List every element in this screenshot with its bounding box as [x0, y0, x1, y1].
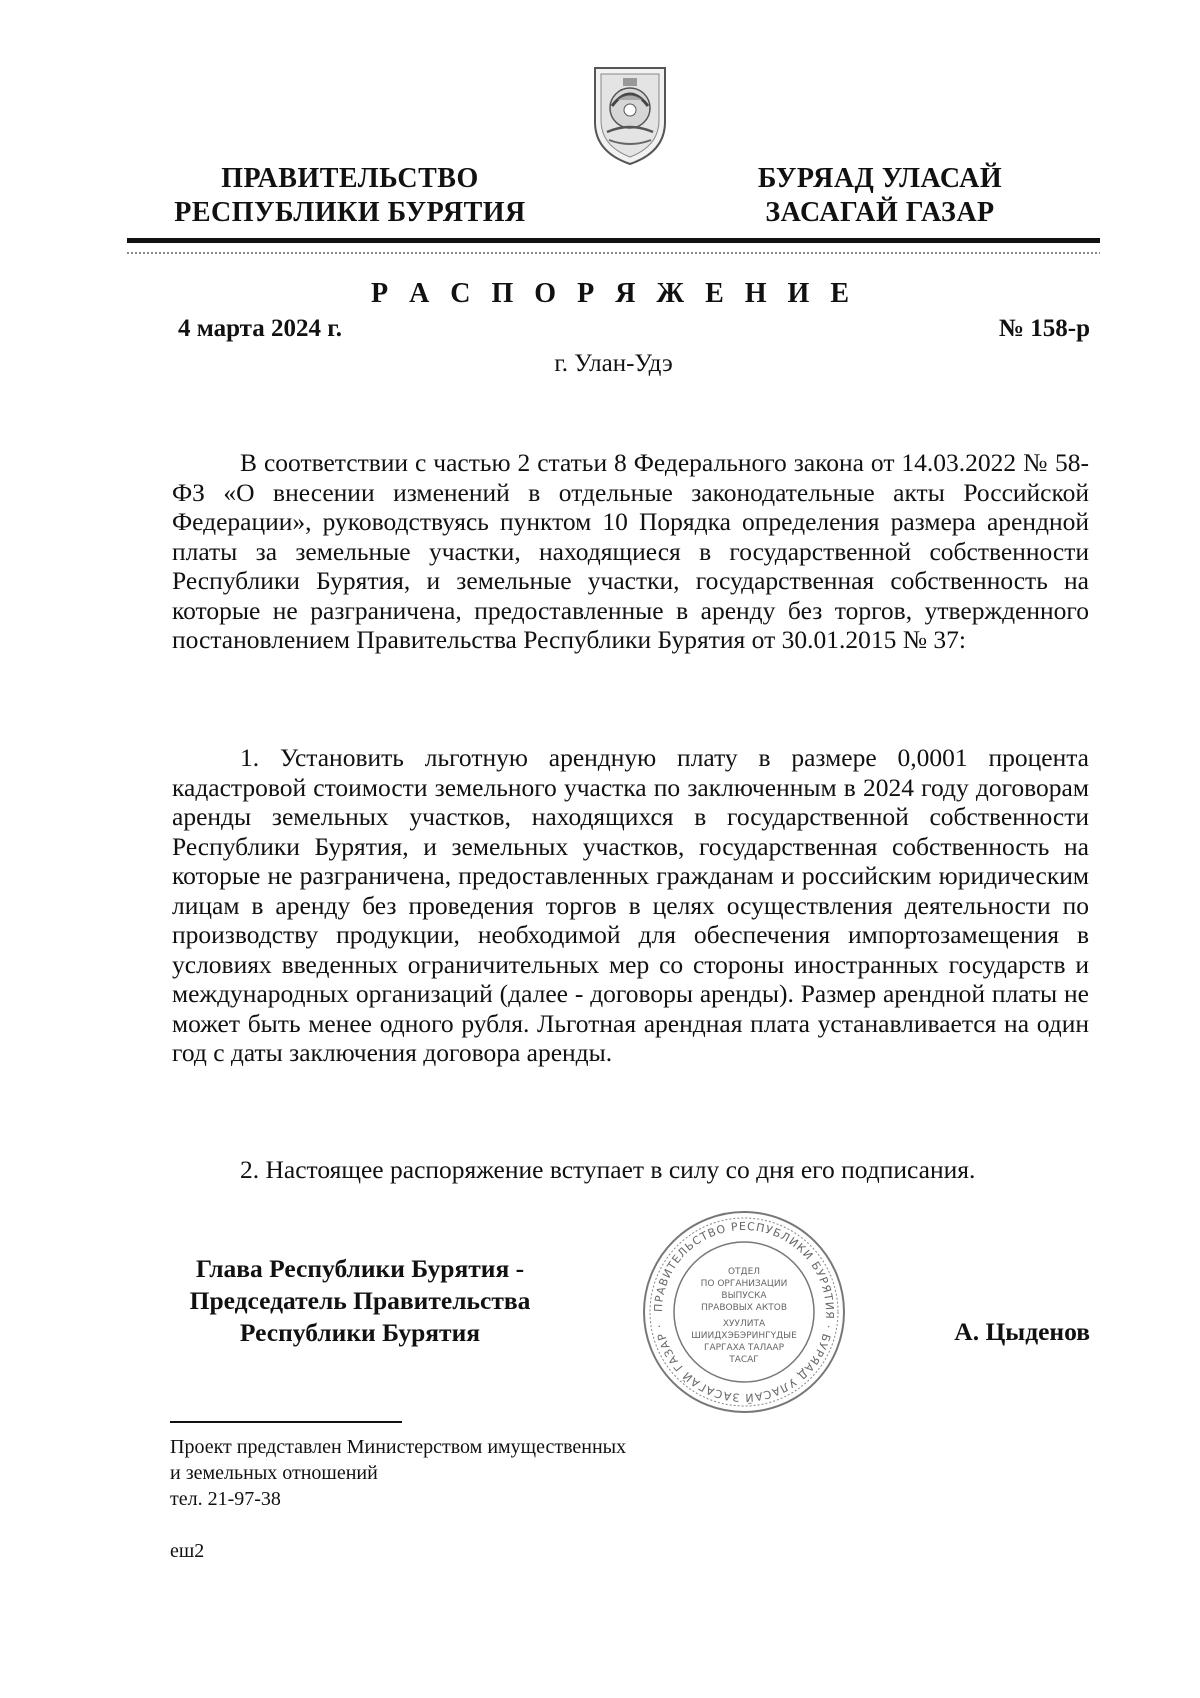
- stamp-center-line4: ПРАВОВЫХ АКТОВ: [700, 1303, 788, 1313]
- header-left-line2: РЕСПУБЛИКИ БУРЯТИЯ: [174, 197, 526, 228]
- document-date: 4 марта 2024 г.: [178, 315, 343, 342]
- header-right-line1: БУРЯАД УЛАСАЙ: [757, 163, 1003, 194]
- document-city: г. Улан-Удэ: [554, 350, 673, 377]
- stamp-center-line5: ХУУЛИТА: [722, 1319, 766, 1329]
- header-left-line1: ПРАВИТЕЛЬСТВО: [221, 163, 479, 194]
- item-2-paragraph: 2. Настоящее распоряжение вступает в силу со дня его подписания.: [240, 1155, 976, 1184]
- document-code: еш2: [170, 1540, 205, 1562]
- signatory-title: [150, 1253, 570, 1349]
- footnote-divider: [170, 1421, 402, 1423]
- header-right-line2: ЗАСАГАЙ ГАЗАР: [765, 197, 995, 228]
- stamp-center-line8: ТАСАГ: [729, 1355, 759, 1365]
- stamp-center-line6: ШИИДХЭБЭРИНГҮДЫЕ: [691, 1331, 797, 1341]
- coat-of-arms-emblem: [587, 60, 673, 168]
- header-left: [140, 162, 560, 230]
- stamp-center-line1: ОТДЕЛ: [727, 1267, 761, 1277]
- item-1-paragraph: 1. Установить льготную арендную плату в размере 0,0001 процента кадастровой стоимости земельного участка по заключенным в 2024 году договорам аренды земельных участков, находящихся в государственной собственности Республики Бурятия, и земельных участков, государственная собственность на которые не разграничена, предоставленных гражданам и российским юридическим лицам в аренду без проведения торгов в целях осуществления деятельности по производству продукции, необходимой для обеспечения импортозамещения в условиях введенных ограничительных мер со стороны иностранных государств и международных организаций (далее - договоры аренды). Размер арендной платы не может быть менее одного рубля. Льготная арендная плата устанавливается на один год с даты заключения договора аренды.: [172, 743, 1089, 1067]
- document-type-title: Р А С П О Р Я Ж Е Н И Е: [370, 278, 857, 309]
- signatory-title-line3: Республики Бурятия: [239, 1318, 481, 1347]
- header-divider-thick: [127, 238, 1100, 243]
- document-number: № 158-р: [998, 315, 1090, 342]
- header-right: [690, 162, 1070, 230]
- intro-paragraph: В соответствии с частью 2 статьи 8 Федерального закона от 14.03.2022 № 58-ФЗ «О внесении изменений в отдельные законодательные акты Российской Федерации», руководствуясь пунктом 10 Порядка определения размера арендной платы за земельные участки, находящиеся в государственной собственности Республики Бурятия, и земельные участки, государственная собственность на которые не разграничена, предоставленные в аренду без торгов, утвержденного постановлением Правительства Республики Бурятия от 30.01.2015 № 37:: [172, 448, 1089, 654]
- official-seal-stamp: [640, 1208, 848, 1416]
- footnote-phone: тел. 21-97-38: [170, 1488, 281, 1510]
- footnote-block: [170, 1434, 626, 1512]
- stamp-center-line7: ГАРГАХА ТАЛААР: [703, 1343, 785, 1353]
- signatory-title-line1: Глава Республики Бурятия -: [195, 1254, 525, 1283]
- stamp-center-line2: ПО ОРГАНИЗАЦИИ: [700, 1279, 788, 1289]
- stamp-center-line3: ВЫПУСКА: [721, 1291, 767, 1301]
- header-divider-thin: [127, 252, 1100, 254]
- stamp-ring-text: ПРАВИТЕЛЬСТВО РЕСПУБЛИКИ БУРЯТИЯ · БУРЯАД УЛАСАЙ ЗАСАГАЙ ГАЗАР ·: [651, 1219, 837, 1405]
- signatory-name: А. Цыденов: [954, 1317, 1090, 1346]
- signatory-title-line2: Председатель Правительства: [189, 1286, 531, 1315]
- footnote-line2: и земельных отношений: [170, 1462, 378, 1484]
- footnote-line1: Проект представлен Министерством имущественных: [170, 1436, 627, 1458]
